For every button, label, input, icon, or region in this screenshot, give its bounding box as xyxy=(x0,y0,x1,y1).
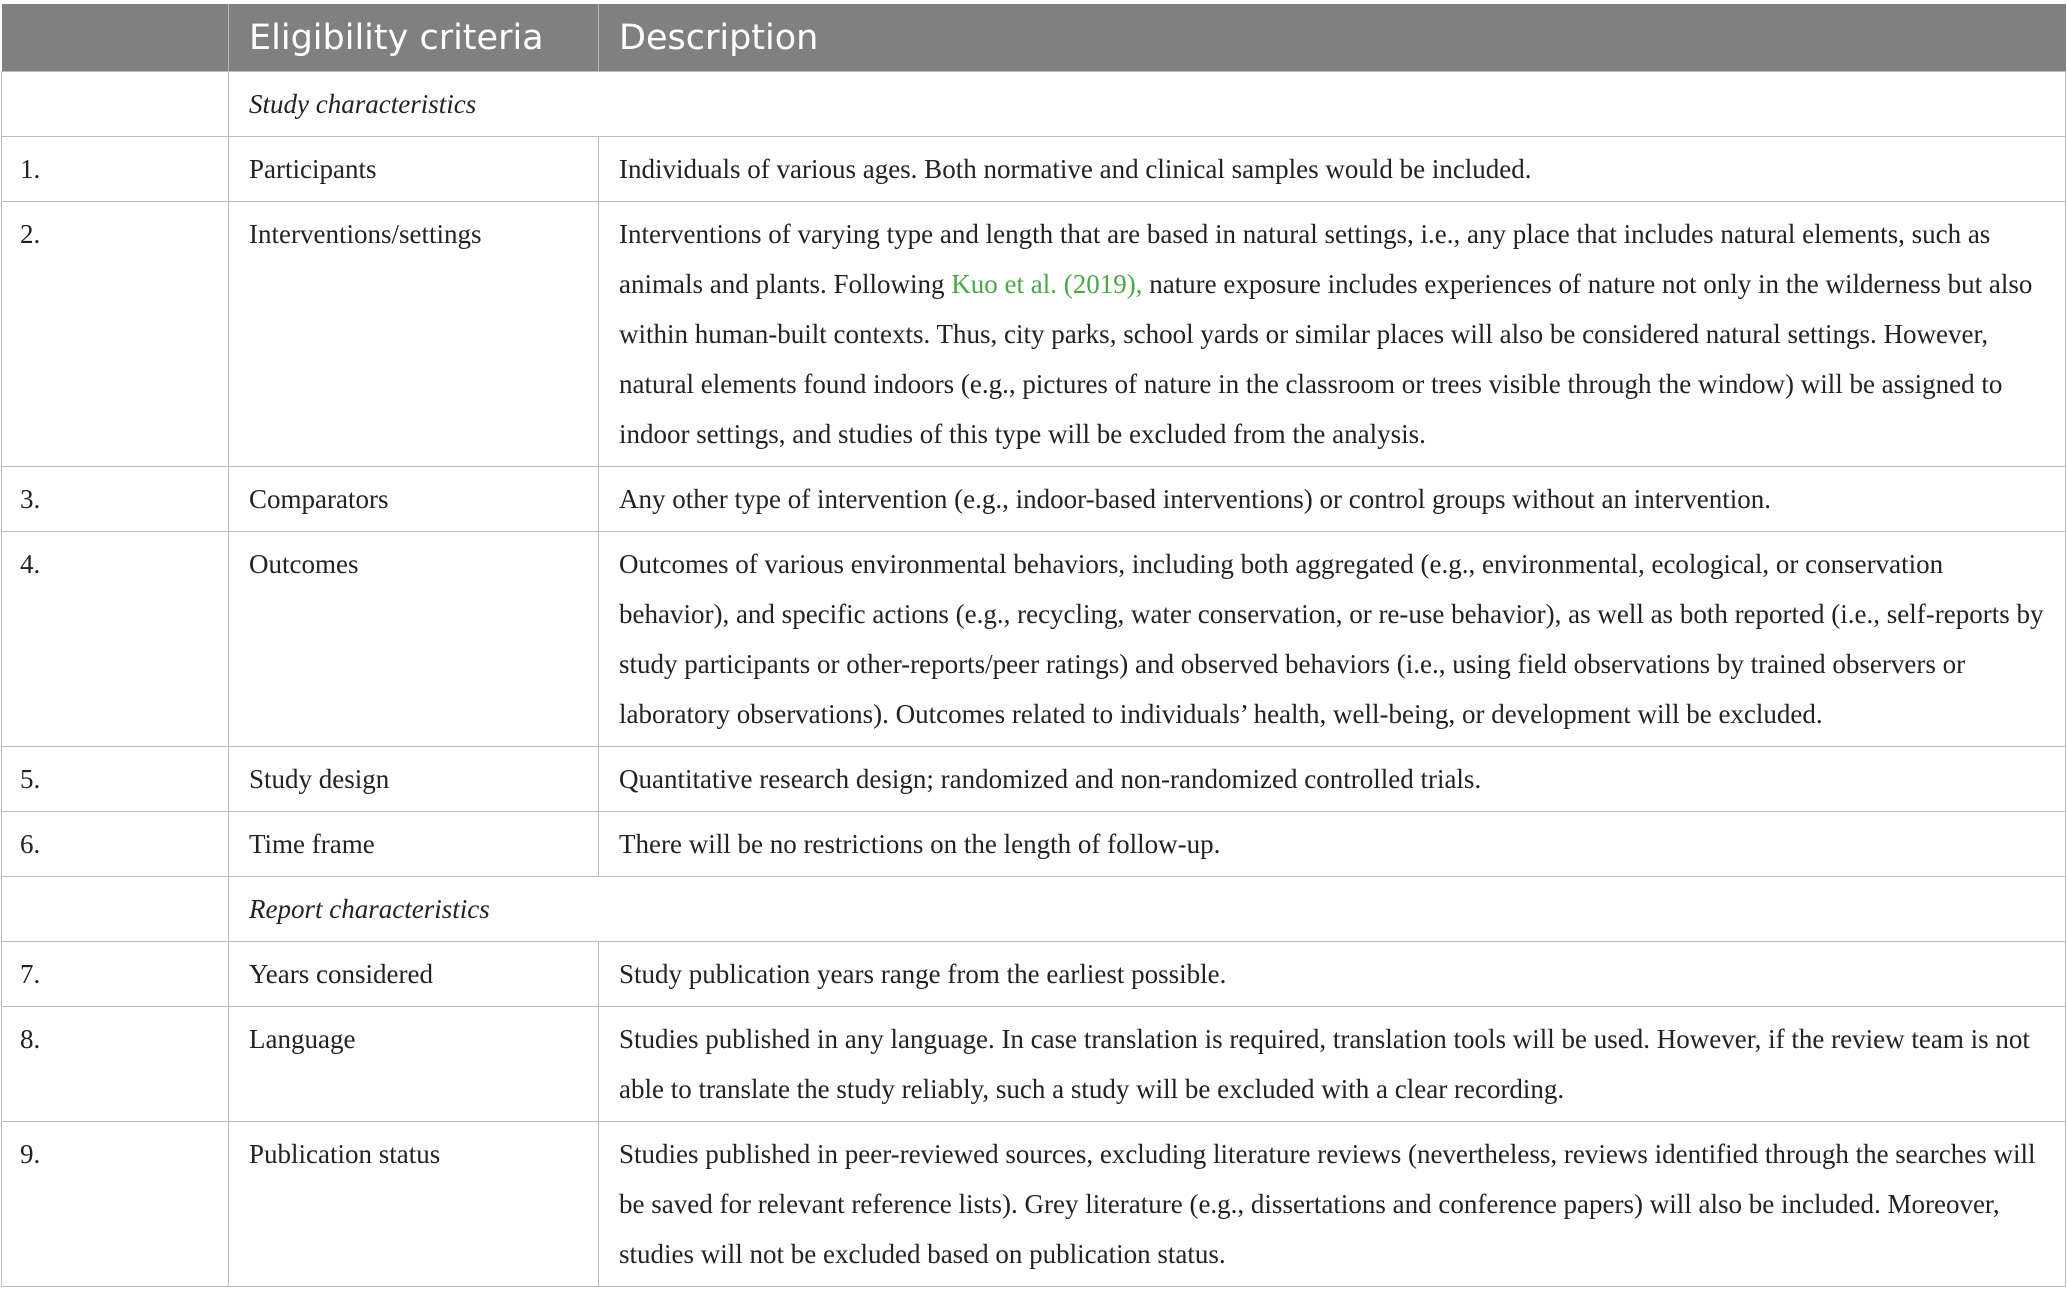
table-row xyxy=(2,137,2066,202)
row-description xyxy=(599,202,2066,467)
table-header-row xyxy=(2,4,2066,72)
row-number: 2. xyxy=(2,202,229,467)
row-criterion: Interventions/settings xyxy=(229,202,599,467)
row-number: 7. xyxy=(2,942,229,1007)
section-row-study-characteristics xyxy=(2,72,2066,137)
table-row xyxy=(2,747,2066,812)
table-row xyxy=(2,532,2066,747)
header-number xyxy=(2,4,229,72)
row-criterion: Outcomes xyxy=(229,532,599,747)
row-criterion: Participants xyxy=(229,137,599,202)
table-row xyxy=(2,202,2066,467)
row-description: Individuals of various ages. Both normative and clinical samples would be included. xyxy=(599,137,2066,202)
description-text-pre: Interventions of varying type and length that are based in natural settings, i.e., any place that includes natural elements, such as animals and plants. Following xyxy=(619,219,1991,299)
section-label-report: Report characteristics xyxy=(229,877,2066,942)
row-description: Any other type of intervention (e.g., indoor-based interventions) or control groups without an intervention. xyxy=(599,467,2066,532)
row-description: Outcomes of various environmental behaviors, including both aggregated (e.g., environmental, ecological, or conservation behavior), and specific actions (e.g., recycling, water conservation, or re-use behavior), as well as both reported (i.e., self-reports by study participants or other-reports/peer ratings) and observed behaviors (i.e., using field observations by trained observers or laboratory observations). Outcomes related to individuals’ health, well-being, or development will be excluded. xyxy=(599,532,2066,747)
row-description: Studies published in peer-reviewed sources, excluding literature reviews (nevertheless, reviews identified through the searches will be saved for relevant reference lists). Grey literature (e.g., dissertations and conference papers) will also be included. Moreover, studies will not be excluded based on publication status. xyxy=(599,1122,2066,1287)
reference-link-kuo-2019[interactable]: Kuo et al. (2019), xyxy=(951,269,1143,299)
row-criterion: Publication status xyxy=(229,1122,599,1287)
header-description: Description xyxy=(599,4,2066,72)
table-row xyxy=(2,1122,2066,1287)
table-row xyxy=(2,1007,2066,1122)
row-number: 8. xyxy=(2,1007,229,1122)
row-criterion: Language xyxy=(229,1007,599,1122)
row-number: 3. xyxy=(2,467,229,532)
table-row xyxy=(2,942,2066,1007)
row-criterion: Years considered xyxy=(229,942,599,1007)
description-text-post: nature exposure includes experiences of nature not only in the wilderness but also within human-built contexts. Thus, city parks, school yards or similar places will also be considered natural settings. However, natural elements found indoors (e.g., pictures of nature in the classroom or trees visible through the window) will be assigned to indoor settings, and studies of this type will be excluded from the analysis. xyxy=(619,269,2033,449)
row-description: Quantitative research design; randomized and non-randomized controlled trials. xyxy=(599,747,2066,812)
eligibility-criteria-table xyxy=(1,4,2066,1287)
section-row-report-characteristics xyxy=(2,877,2066,942)
row-criterion: Study design xyxy=(229,747,599,812)
row-description: Study publication years range from the earliest possible. xyxy=(599,942,2066,1007)
row-description: Studies published in any language. In case translation is required, translation tools will be used. However, if the review team is not able to translate the study reliably, such a study will be excluded with a clear recording. xyxy=(599,1007,2066,1122)
table-row xyxy=(2,812,2066,877)
section-empty-cell xyxy=(2,877,229,942)
row-number: 1. xyxy=(2,137,229,202)
eligibility-table-container xyxy=(1,4,2065,1287)
section-label-study: Study characteristics xyxy=(229,72,2066,137)
row-criterion: Time frame xyxy=(229,812,599,877)
table-row xyxy=(2,467,2066,532)
row-number: 6. xyxy=(2,812,229,877)
row-criterion: Comparators xyxy=(229,467,599,532)
row-description: There will be no restrictions on the length of follow-up. xyxy=(599,812,2066,877)
section-empty-cell xyxy=(2,72,229,137)
row-number: 5. xyxy=(2,747,229,812)
header-eligibility-criteria: Eligibility criteria xyxy=(229,4,599,72)
row-number: 4. xyxy=(2,532,229,747)
row-number: 9. xyxy=(2,1122,229,1287)
